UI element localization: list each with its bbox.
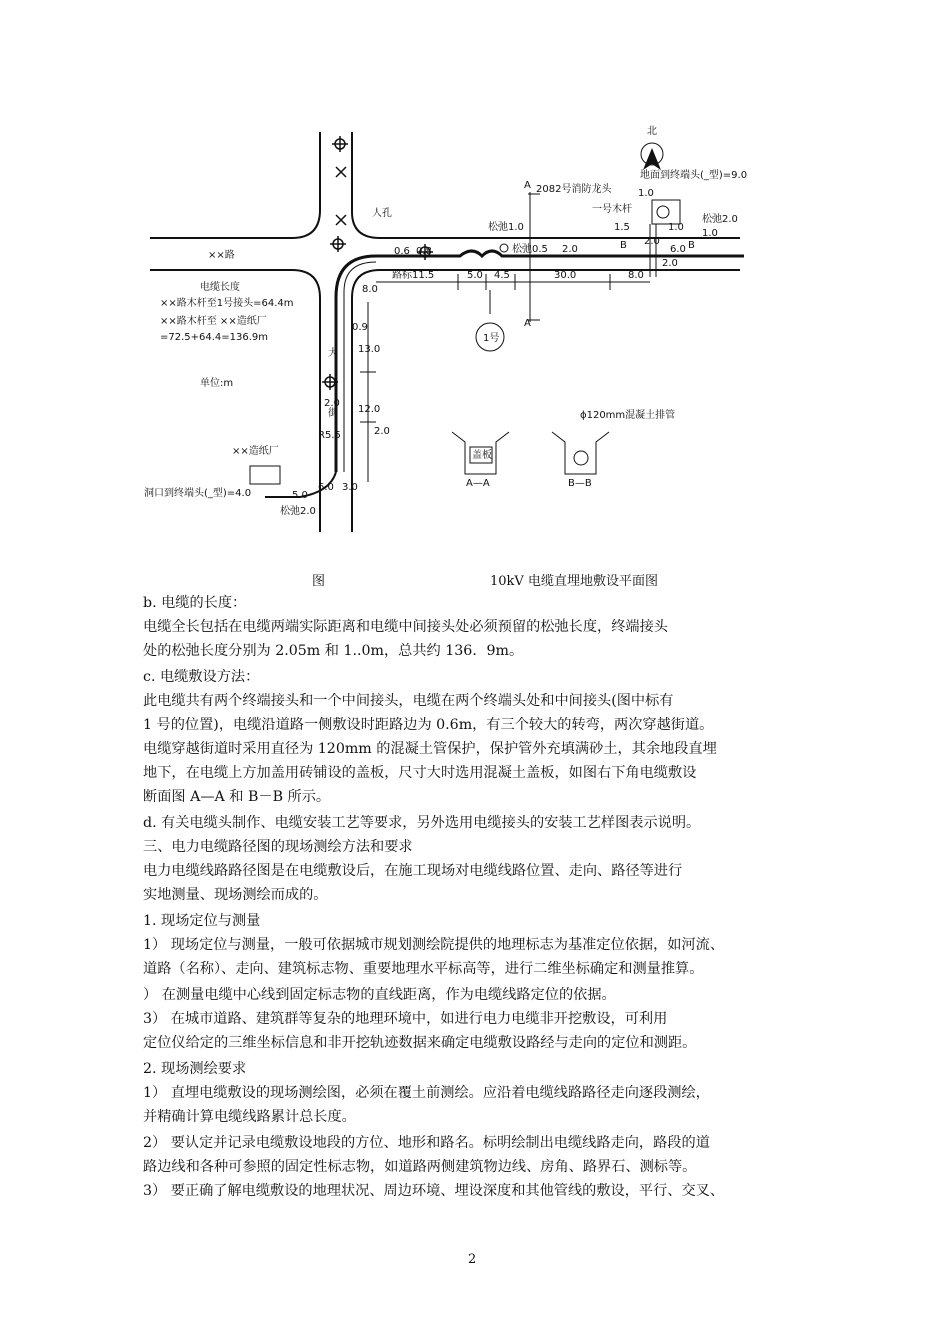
- page-number: 2: [468, 1252, 477, 1267]
- north-label: 北: [647, 126, 657, 137]
- body-line: d. 有关电缆头制作、电缆安装工艺等要求，另外选用电缆接头的安装工艺样图表示说明。: [143, 815, 701, 831]
- body-line: 电缆全长包括在电缆两端实际距离和电缆中间接头处必须预留的松弛长度，终端接头: [143, 619, 668, 635]
- mark-a-top: A: [524, 180, 531, 191]
- unit-label: 单位:m: [200, 378, 234, 389]
- dim: 13.0: [358, 344, 381, 355]
- body-line: 断面图 A—A 和 B－B 所示。: [143, 789, 331, 805]
- entrance-note: 洞口到终端头(_型)=4.0: [144, 488, 252, 499]
- length-line-1: ××路木杆至1号接头=64.4m: [160, 298, 294, 309]
- dim: 0.8: [416, 246, 432, 257]
- body-line: 1） 现场定位与测量，一般可依据城市规划测绘院提供的地理标志为基准定位依据，如河流、: [143, 937, 725, 953]
- body-line: 3） 在城市道路、建筑群等复杂的地理环境中，如进行电力电缆非开挖敷设，可利用: [143, 1011, 668, 1027]
- body-line: 3） 要正确了解电缆敷设的地理状况、周边环境、埋设深度和其他管线的敷设，平行、交叉、: [143, 1183, 725, 1199]
- section-bb: B—B: [568, 478, 592, 489]
- dim: 6.0: [670, 244, 686, 255]
- north-note: 地面到终端头(_型)=9.0: [640, 170, 748, 181]
- slack-1: 松弛1.0: [488, 222, 524, 233]
- dim: 2.0: [662, 258, 678, 269]
- body-line: 道路（名称）、走向、建筑标志物、重要地理水平标高等，进行二维坐标确定和测量推算。: [143, 961, 704, 977]
- factory-label: ××造纸厂: [232, 446, 279, 457]
- body-line: 实地测量、现场测绘而成的。: [143, 887, 328, 903]
- slack-2b: 松弛2.0: [280, 506, 316, 517]
- mark-b-left: B: [620, 240, 627, 251]
- street-char-2: 街: [328, 408, 338, 419]
- body-line: 定位仪给定的三维坐标信息和非开挖轨迹数据来确定电缆敷设路经与走向的定位和测距。: [143, 1035, 697, 1051]
- dim: 8.0: [362, 284, 378, 295]
- section-aa: A—A: [466, 478, 490, 489]
- body-line: 电力电缆线路路径图是在电缆敷设后，在施工现场对电缆线路位置、走向、路径等进行: [143, 863, 683, 879]
- road-label: ××路: [208, 250, 235, 261]
- cover-label: 盖板: [472, 450, 492, 461]
- slack-2a: 松弛2.0: [702, 214, 738, 225]
- length-line-2: ××路木杆至 ××造纸厂: [160, 316, 267, 327]
- dim: 5.0: [292, 490, 308, 501]
- dim: 1.0: [702, 228, 718, 239]
- road-mark: 路标11.5: [392, 270, 435, 281]
- length-title: 电缆长度: [200, 282, 240, 293]
- body-line: 地下，在电缆上方加盖用砖铺设的盖板，尺寸大时选用混凝土盖板，如图右下角电缆敷设: [143, 765, 697, 781]
- dim: 2.0: [644, 236, 660, 247]
- body-line: 并精确计算电缆线路累计总长度。: [143, 1109, 356, 1125]
- dim: 4.5: [494, 270, 510, 281]
- body-line: c. 电缆敷设方法：: [143, 669, 260, 685]
- dim: 1.0: [668, 222, 684, 233]
- manhole-label: 人孔: [372, 208, 392, 219]
- body-line: 1 号的位置)，电缆沿道路一侧敷设时距路边为 0.6m，有三个较大的转弯，两次穿越街道。: [143, 717, 714, 733]
- slack-05: 松弛0.5: [512, 244, 548, 255]
- body-line: 1） 直埋电缆敷设的现场测绘图，必须在覆土前测绘。应沿着电缆线路路径走向逐段测绘，: [143, 1085, 710, 1101]
- dim: 30.0: [554, 270, 577, 281]
- body-line: 此电缆共有两个终端接头和一个中间接头，电缆在两个终端头处和中间接头(图中标有: [143, 693, 674, 709]
- dim: 6.0: [318, 482, 334, 493]
- dim: 2.0: [324, 398, 340, 409]
- body-line: b. 电缆的长度：: [143, 595, 247, 611]
- dim: 2.0: [562, 244, 578, 255]
- body-line: 处的松弛长度分别为 2.05m 和 1..0m，总共约 136．9m。: [143, 643, 524, 659]
- mark-a-bottom: A: [524, 318, 531, 329]
- dim: 12.0: [358, 404, 381, 415]
- figure-label: 图: [312, 574, 326, 589]
- dim: 8.0: [628, 270, 644, 281]
- body-line: ） 在测量电缆中心线到固定标志物的直线距离，作为电缆线路定位的依据。: [143, 987, 616, 1003]
- body-line: 三、电力电缆路径图的现场测绘方法和要求: [143, 839, 413, 855]
- body-line: 2） 要认定并记录电缆敷设地段的方位、地形和路名。标明绘制出电缆线路走向，路段的道: [143, 1135, 710, 1151]
- cable-route-diagram: [140, 112, 780, 552]
- body-line: 电缆穿越街道时采用直径为 120mm 的混凝土管保护，保护管外充填满砂土，其余地段直埋: [143, 741, 717, 757]
- joint-label: 1号: [483, 333, 500, 344]
- dim: 3.0: [342, 482, 358, 493]
- body-line: 路边线和各种可参照的固定性标志物，如道路两侧建筑物边线、房角、路界石、测标等。: [143, 1159, 697, 1175]
- dim: 1.0: [638, 188, 654, 199]
- body-line: 2. 现场测绘要求: [143, 1061, 247, 1077]
- dim: R5.5: [318, 430, 341, 441]
- street-char-1: 大: [328, 348, 338, 359]
- pole-label: 一号木杆: [592, 204, 632, 215]
- length-line-3: =72.5+64.4=136.9m: [160, 332, 269, 343]
- figure-caption: 10kV 电缆直埋地敷设平面图: [490, 574, 658, 589]
- body-line: 1. 现场定位与测量: [143, 913, 261, 929]
- dim: 1.5: [614, 222, 630, 233]
- dim: 0.9: [352, 322, 368, 333]
- dim: 0.6: [394, 246, 410, 257]
- hydrant-label: 2082号消防龙头: [536, 184, 612, 195]
- pipe-label: ϕ120mm混凝土排管: [580, 410, 676, 421]
- dim: 5.0: [467, 270, 483, 281]
- mark-b-right: B: [688, 240, 695, 251]
- dim: 2.0: [374, 426, 390, 437]
